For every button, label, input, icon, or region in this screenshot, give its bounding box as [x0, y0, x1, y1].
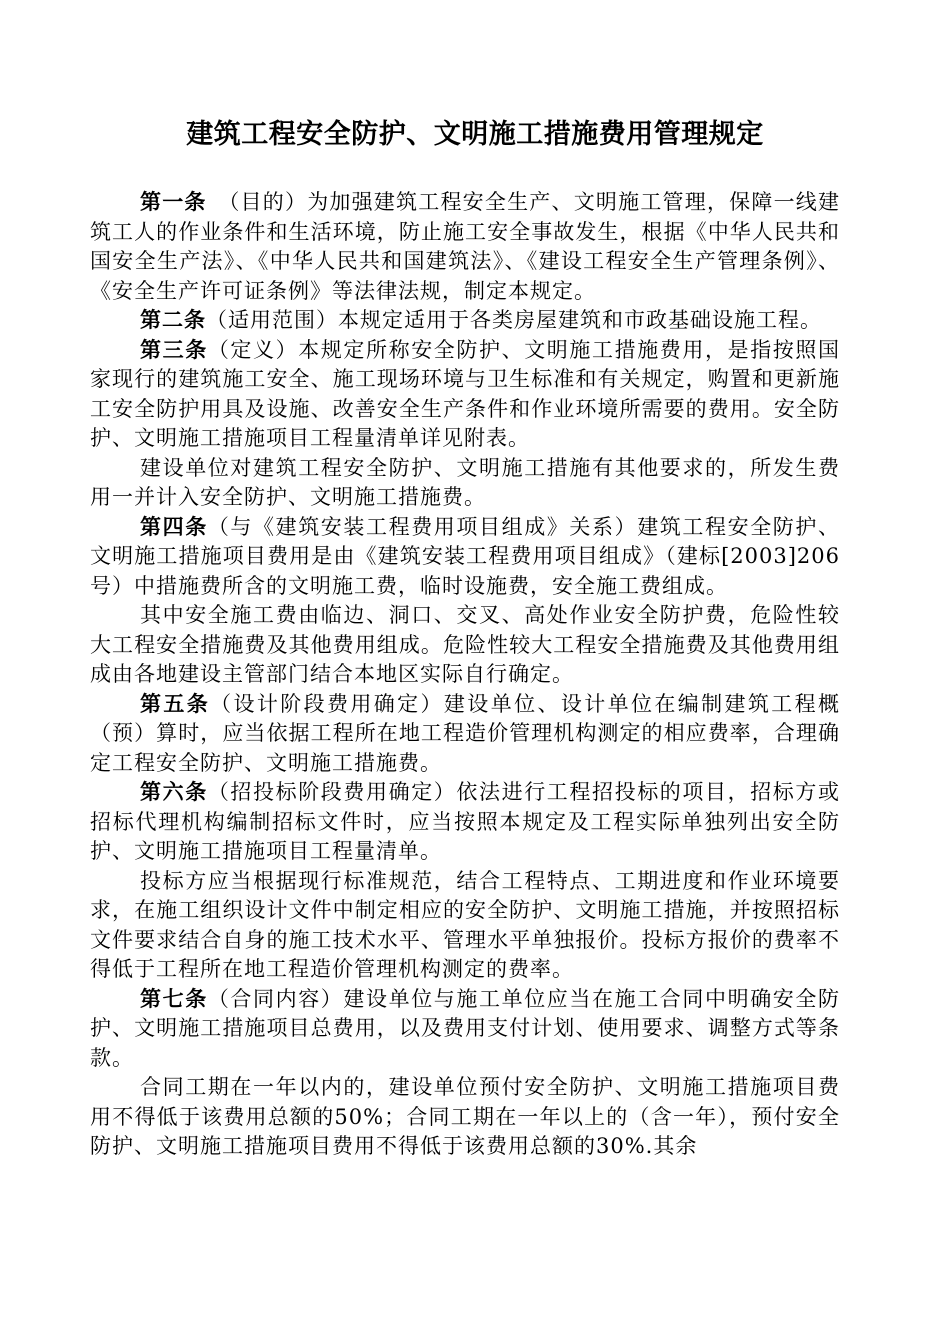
article-1 — [90, 188, 840, 306]
document-title: 建筑工程安全防护、文明施工措施费用管理规定 — [186, 119, 764, 150]
paragraph-text: 其中安全施工费由临边、洞口、交叉、高处作业安全防护费，危险性较大工程安全措施费及其他费用组成。危险性较大工程安全措施费及其他费用组成由各地建设主管部门结合本地区实际自行确定。 — [90, 603, 840, 686]
article-heading: 第四条 — [140, 514, 208, 539]
article-4 — [90, 513, 840, 602]
article-heading: 第三条 — [140, 337, 208, 362]
article-text: （设计阶段费用确定）建设单位、设计单位在编制建筑工程概（预）算时，应当依据工程所在地工程造价管理机构测定的相应费率，合理确定工程安全防护、文明施工措施费。 — [90, 691, 841, 775]
article-text: （与《建筑安装工程费用项目组成》关系）建筑工程安全防护、文明施工措施项目费用是由《建筑安装工程费用项目组成》（建标[2003]206号）中措施费所含的文明施工费，临时设施费，安全施工费组成。 — [90, 514, 841, 598]
article-text: （合同内容）建设单位与施工单位应当在施工合同中明确安全防护、文明施工措施项目总费用，以及费用支付计划、使用要求、调整方式等条款。 — [90, 986, 841, 1070]
article-heading: 第七条 — [140, 986, 208, 1011]
article-heading: 第五条 — [140, 691, 211, 716]
article-heading: 第二条 — [140, 308, 206, 332]
article-7-paragraph-2 — [90, 1073, 840, 1162]
paragraph-text: 合同工期在一年以内的，建设单位预付安全防护、文明施工措施项目费用不得低于该费用总额的50%；合同工期在一年以上的（含一年），预付安全防护、文明施工措施项目费用不得低于该费用总额的30%.其余 — [90, 1075, 840, 1158]
article-heading: 第一条 — [140, 190, 207, 214]
article-text: （定义）本规定所称安全防护、文明施工措施费用，是指按照国家现行的建筑施工安全、施工现场环境与卫生标准和有关规定，购置和更新施工安全防护用具及设施、改善安全生产条件和作业环境所需要的费用。安全防护、文明施工措施项目工程量清单详见附表。 — [90, 337, 841, 450]
article-3 — [90, 336, 840, 454]
article-2 — [90, 306, 840, 336]
article-6 — [90, 778, 840, 867]
article-5 — [90, 690, 840, 779]
article-heading: 第六条 — [140, 780, 208, 804]
paragraph-text: 建设单位对建筑工程安全防护、文明施工措施有其他要求的，所发生费用一并计入安全防护、文明施工措施费。 — [90, 455, 840, 509]
article-6-paragraph-2 — [90, 867, 840, 985]
article-text: （适用范围）本规定适用于各类房屋建筑和市政基础设施工程。 — [206, 308, 822, 332]
article-3-paragraph-2 — [90, 454, 840, 513]
article-text: （目的）为加强建筑工程安全生产、文明施工管理，保障一线建筑工人的作业条件和生活环境，防止施工安全事故发生，根据《中华人民共和国安全生产法》、《中华人民共和国建筑法》、《建设工程安全生产管理条例》、《安全生产许可证条例》等法律法规，制定本规定。 — [90, 190, 841, 303]
article-4-paragraph-2 — [90, 601, 840, 690]
article-text: （招投标阶段费用确定）依法进行工程招投标的项目，招标方或招标代理机构编制招标文件时，应当按照本规定及工程实际单独列出安全防护、文明施工措施项目工程量清单。 — [90, 780, 841, 863]
document-body — [90, 188, 840, 1162]
paragraph-text: 投标方应当根据现行标准规范，结合工程特点、工期进度和作业环境要求，在施工组织设计文件中制定相应的安全防护、文明施工措施，并按照招标文件要求结合自身的施工技术水平、管理水平单独报价。投标方报价的费率不得低于工程所在地工程造价管理机构测定的费率。 — [90, 868, 840, 981]
article-7 — [90, 985, 840, 1074]
